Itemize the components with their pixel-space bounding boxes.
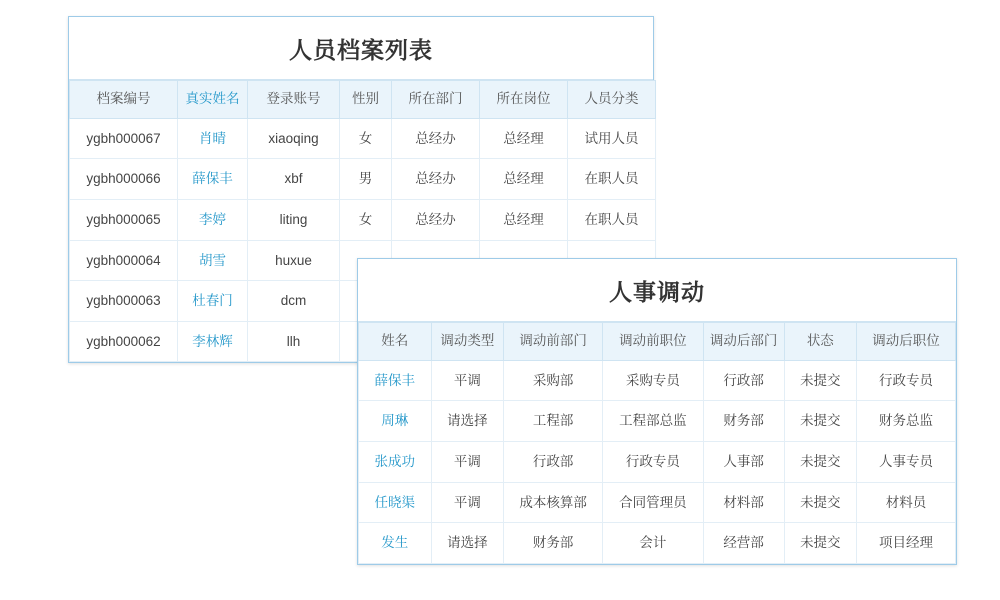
transfer-cell-name[interactable]: 发生 xyxy=(359,523,432,564)
transfer-cell-dept-before: 行政部 xyxy=(504,441,603,482)
transfer-cell-post-before: 行政专员 xyxy=(603,441,704,482)
transfer-col-post-before[interactable]: 调动前职位 xyxy=(603,323,704,361)
people-table-header-row xyxy=(70,81,656,119)
transfer-panel-title: 人事调动 xyxy=(358,259,956,322)
people-cell-category: 试用人员 xyxy=(568,118,656,159)
people-panel-title: 人员档案列表 xyxy=(69,17,653,80)
people-cell-code: ygbh000063 xyxy=(70,281,178,322)
transfer-cell-dept-before: 财务部 xyxy=(504,523,603,564)
people-col-account[interactable]: 登录账号 xyxy=(248,81,340,119)
transfer-col-dept-after[interactable]: 调动后部门 xyxy=(703,323,784,361)
people-cell-category: 在职人员 xyxy=(568,159,656,200)
transfer-col-name[interactable]: 姓名 xyxy=(359,323,432,361)
people-cell-code: ygbh000065 xyxy=(70,199,178,240)
transfer-cell-dept-before: 工程部 xyxy=(504,401,603,442)
people-cell-name[interactable]: 杜春门 xyxy=(178,281,248,322)
people-cell-gender: 女 xyxy=(340,199,392,240)
people-cell-account: llh xyxy=(248,321,340,362)
people-cell-post: 总经理 xyxy=(480,159,568,200)
transfer-cell-post-before: 合同管理员 xyxy=(603,482,704,523)
transfer-cell-post-before: 会计 xyxy=(603,523,704,564)
transfer-table-header-row xyxy=(359,323,956,361)
transfer-cell-name[interactable]: 任晓渠 xyxy=(359,482,432,523)
people-cell-account: huxue xyxy=(248,240,340,281)
table-row[interactable] xyxy=(359,482,956,523)
status-badge: 未提交 xyxy=(784,523,857,564)
people-cell-gender: 女 xyxy=(340,118,392,159)
people-cell-name[interactable]: 薛保丰 xyxy=(178,159,248,200)
people-cell-category: 在职人员 xyxy=(568,199,656,240)
people-cell-account: xbf xyxy=(248,159,340,200)
transfer-cell-dept-before: 成本核算部 xyxy=(504,482,603,523)
personnel-transfer-table xyxy=(358,322,956,564)
people-cell-dept: 总经办 xyxy=(392,118,480,159)
transfer-cell-type: 平调 xyxy=(431,482,504,523)
people-cell-post: 总经理 xyxy=(480,118,568,159)
status-badge: 未提交 xyxy=(784,401,857,442)
people-col-dept[interactable]: 所在部门 xyxy=(392,81,480,119)
transfer-cell-type: 请选择 xyxy=(431,523,504,564)
transfer-cell-dept-after: 材料部 xyxy=(703,482,784,523)
transfer-col-dept-before[interactable]: 调动前部门 xyxy=(504,323,603,361)
table-row[interactable] xyxy=(359,360,956,401)
people-cell-name[interactable]: 李林辉 xyxy=(178,321,248,362)
transfer-cell-name[interactable]: 薛保丰 xyxy=(359,360,432,401)
transfer-cell-type: 平调 xyxy=(431,360,504,401)
status-badge: 未提交 xyxy=(784,482,857,523)
people-cell-post: 总经理 xyxy=(480,199,568,240)
table-row[interactable] xyxy=(70,199,656,240)
transfer-cell-type: 请选择 xyxy=(431,401,504,442)
transfer-cell-post-after: 财务总监 xyxy=(857,401,956,442)
transfer-cell-dept-after: 人事部 xyxy=(703,441,784,482)
personnel-transfer-panel xyxy=(357,258,957,565)
transfer-col-post-after[interactable]: 调动后职位 xyxy=(857,323,956,361)
status-badge: 未提交 xyxy=(784,360,857,401)
transfer-cell-post-after: 人事专员 xyxy=(857,441,956,482)
people-cell-name[interactable]: 胡雪 xyxy=(178,240,248,281)
transfer-cell-post-after: 项目经理 xyxy=(857,523,956,564)
people-col-name[interactable]: 真实姓名 xyxy=(178,81,248,119)
people-cell-name[interactable]: 肖晴 xyxy=(178,118,248,159)
transfer-cell-post-before: 采购专员 xyxy=(603,360,704,401)
table-row[interactable] xyxy=(70,159,656,200)
transfer-cell-dept-before: 采购部 xyxy=(504,360,603,401)
people-cell-dept: 总经办 xyxy=(392,199,480,240)
transfer-cell-dept-after: 财务部 xyxy=(703,401,784,442)
table-row[interactable] xyxy=(359,401,956,442)
transfer-col-type[interactable]: 调动类型 xyxy=(431,323,504,361)
transfer-cell-name[interactable]: 张成功 xyxy=(359,441,432,482)
transfer-cell-post-before: 工程部总监 xyxy=(603,401,704,442)
transfer-cell-dept-after: 行政部 xyxy=(703,360,784,401)
transfer-cell-post-after: 材料员 xyxy=(857,482,956,523)
people-cell-account: xiaoqing xyxy=(248,118,340,159)
table-row[interactable] xyxy=(359,441,956,482)
people-col-category[interactable]: 人员分类 xyxy=(568,81,656,119)
people-cell-code: ygbh000066 xyxy=(70,159,178,200)
transfer-cell-type: 平调 xyxy=(431,441,504,482)
transfer-col-status[interactable]: 状态 xyxy=(784,323,857,361)
people-cell-gender: 男 xyxy=(340,159,392,200)
people-cell-dept: 总经办 xyxy=(392,159,480,200)
status-badge: 未提交 xyxy=(784,441,857,482)
people-cell-code: ygbh000064 xyxy=(70,240,178,281)
people-col-post[interactable]: 所在岗位 xyxy=(480,81,568,119)
table-row[interactable] xyxy=(359,523,956,564)
table-row[interactable] xyxy=(70,118,656,159)
people-cell-name[interactable]: 李婷 xyxy=(178,199,248,240)
people-col-gender[interactable]: 性别 xyxy=(340,81,392,119)
people-cell-code: ygbh000067 xyxy=(70,118,178,159)
people-col-code[interactable]: 档案编号 xyxy=(70,81,178,119)
transfer-cell-name[interactable]: 周琳 xyxy=(359,401,432,442)
people-cell-code: ygbh000062 xyxy=(70,321,178,362)
transfer-cell-post-after: 行政专员 xyxy=(857,360,956,401)
transfer-cell-dept-after: 经营部 xyxy=(703,523,784,564)
people-cell-account: liting xyxy=(248,199,340,240)
people-cell-account: dcm xyxy=(248,281,340,322)
